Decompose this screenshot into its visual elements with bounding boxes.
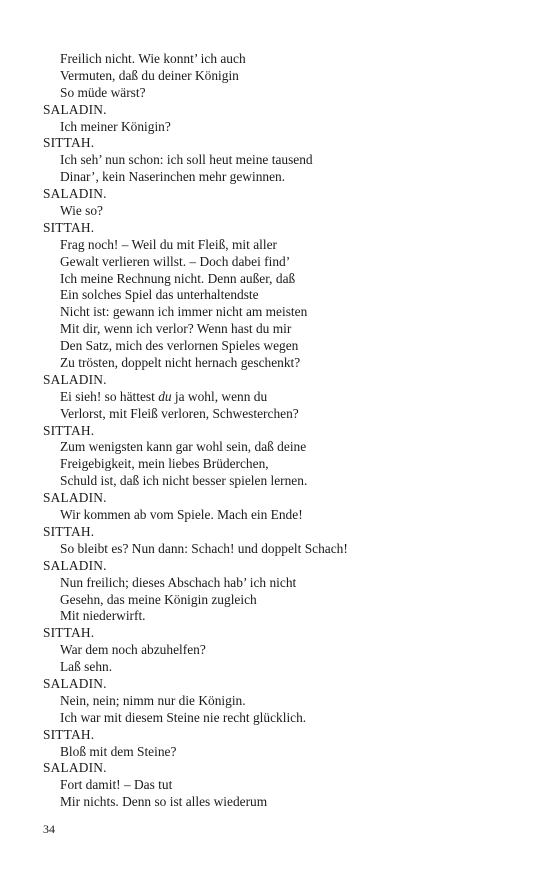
verse-line: Frag noch! – Weil du mit Fleiß, mit aller	[60, 236, 277, 252]
verse-line: Zu trösten, doppelt nicht hernach geschenkt?	[60, 355, 301, 371]
verse-line: Laß sehn.	[60, 659, 113, 675]
verse-line: Wie so?	[60, 203, 103, 219]
verse-line: Mit dir, wenn ich verlor? Wenn hast du mir	[60, 321, 292, 337]
verse-line: Dinar’, kein Naserinchen mehr gewinnen.	[60, 169, 286, 185]
verse-line: Nein, nein; nimm nur die Königin.	[60, 692, 246, 708]
speaker-name: SITTAH.	[43, 135, 95, 151]
verse-line: Freilich nicht. Wie konnt’ ich auch	[60, 51, 246, 66]
speaker-name: SITTAH.	[43, 523, 95, 539]
speaker-name: SITTAH.	[43, 219, 95, 235]
speaker-name: SITTAH.	[43, 726, 95, 742]
verse-line: So müde wärst?	[60, 84, 146, 100]
speaker-name: SALADIN.	[43, 101, 107, 117]
verse-line: Mit niederwirft.	[60, 608, 146, 624]
verse-line: Zum wenigsten kann gar wohl sein, daß deine	[60, 439, 307, 455]
speaker-name: SITTAH.	[43, 625, 95, 641]
drama-text	[43, 51, 523, 811]
speaker-name: SALADIN.	[43, 760, 107, 776]
verse-line: Verlorst, mit Fleiß verloren, Schwesterchen?	[60, 405, 299, 421]
verse-line: Bloß mit dem Steine?	[60, 743, 177, 759]
verse-line: Gesehn, das meine Königin zugleich	[60, 591, 257, 607]
verse-line: War dem noch abzuhelfen?	[60, 642, 206, 658]
speaker-name: SALADIN.	[43, 371, 107, 387]
verse-fragment: ja wohl, wenn du	[171, 388, 268, 404]
verse-line: Nicht ist: gewann ich immer nicht am meisten	[60, 304, 308, 320]
speaker-name: SITTAH.	[43, 422, 95, 438]
verse-line: Nun freilich; dieses Abschach hab’ ich nicht	[60, 574, 297, 590]
verse-line: Den Satz, mich des verlornen Spieles wegen	[60, 338, 299, 354]
verse-line: So bleibt es? Nun dann: Schach! und doppelt Schach!	[60, 540, 348, 556]
verse-line: Schuld ist, daß ich nicht besser spielen lernen.	[60, 473, 308, 489]
emphasized-word: du	[158, 388, 172, 404]
verse-line: Mir nichts. Denn so ist alles wiederum	[60, 794, 268, 810]
verse-line: Vermuten, daß du deiner Königin	[60, 67, 239, 83]
speaker-name: SALADIN.	[43, 557, 107, 573]
page-number: 34	[43, 822, 55, 836]
verse-line: Ich meine Rechnung nicht. Denn außer, daß	[60, 270, 296, 286]
verse-line: Freigebigkeit, mein liebes Brüderchen,	[60, 456, 269, 472]
verse-line: Fort damit! – Das tut	[60, 777, 173, 793]
verse-line: Ich meiner Königin?	[60, 118, 171, 134]
verse-line: Gewalt verlieren willst. – Doch dabei find’	[60, 253, 291, 269]
verse-line: Wir kommen ab vom Spiele. Mach ein Ende!	[60, 507, 303, 523]
verse-fragment: Ei sieh! so hättest	[60, 388, 159, 404]
verse-line	[43, 389, 523, 406]
verse-line: Ich seh’ nun schon: ich soll heut meine tausend	[60, 152, 313, 168]
speaker-name: SALADIN.	[43, 490, 107, 506]
verse-line: Ein solches Spiel das unterhaltendste	[60, 287, 259, 303]
verse-line: Ich war mit diesem Steine nie recht glücklich.	[60, 709, 307, 725]
speaker-name: SALADIN.	[43, 675, 107, 691]
speaker-name: SALADIN.	[43, 186, 107, 202]
